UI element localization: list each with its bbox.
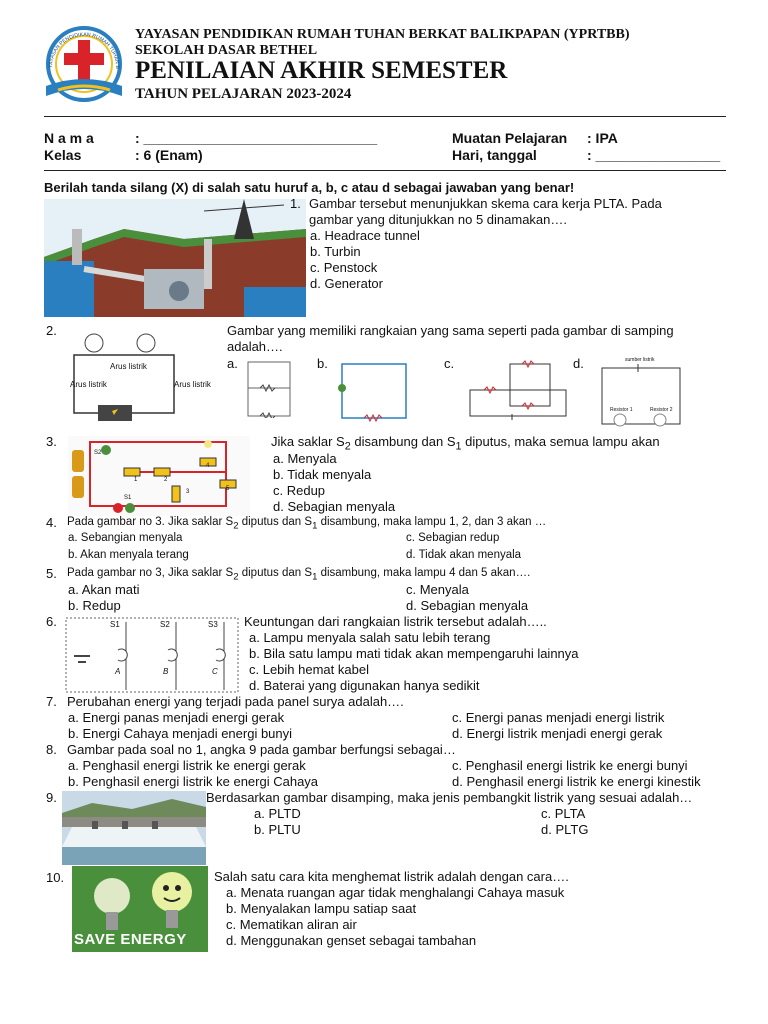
muatan-value: : IPA (587, 130, 618, 146)
q4-number: 4. (46, 515, 57, 530)
foundation-name: YAYASAN PENDIDIKAN RUMAH TUHAN BERKAT BALIKPAPAN (YPRTBB) (135, 27, 630, 42)
q8-text: Gambar pada soal no 1, angka 9 pada gambar berfungsi sebagai… (67, 742, 456, 757)
q3-label-s1: S1 (124, 495, 132, 501)
q2-option-a[interactable]: a. (227, 356, 238, 371)
q1-text-2: gambar yang ditunjukkan no 5 dinamakan…. (309, 212, 567, 227)
nama-field[interactable]: : ______________________________ (135, 130, 378, 146)
school-name: SEKOLAH DASAR BETHEL (135, 43, 318, 58)
plta-diagram (44, 199, 306, 317)
q6-label-s1: S1 (110, 620, 120, 629)
q5-text: Pada gambar no 3, Jika saklar $S_2$ diputus dan $S_1$ disambung, maka lampu 4 dan 5 akan…. (67, 567, 531, 583)
q9-number: 9. (46, 790, 57, 805)
save-energy-banner: SAVE ENERGY (74, 931, 187, 948)
q8-number: 8. (46, 742, 57, 757)
q2-option-a-circuit (246, 360, 292, 418)
q2-label-top: Arus listrik (110, 362, 147, 371)
q10-option-c[interactable]: c. Mematikan aliran air (226, 917, 357, 932)
svg-text:YAYASAN PENDIDIKAN RUMAH TUHAN: YAYASAN PENDIDIKAN RUMAH TUHAN B (47, 31, 121, 69)
q5-option-c[interactable]: c. Menyala (406, 582, 469, 597)
dam-photo (62, 791, 206, 865)
q3-lamp-3: 3 (186, 489, 190, 495)
q10-text: Salah satu cara kita menghemat listrik adalah dengan cara…. (214, 869, 569, 884)
q3-lamp-1: 1 (134, 477, 138, 483)
q2-label-right: Arus listrik (174, 380, 211, 389)
q4-option-b[interactable]: b. Akan menyala terang (68, 549, 189, 561)
q6-number: 6. (46, 614, 57, 629)
q1-option-d[interactable]: d. Generator (310, 276, 383, 291)
academic-year: TAHUN PELAJARAN 2023-2024 (135, 86, 352, 102)
q3-option-d[interactable]: d. Sebagian menyala (273, 499, 396, 514)
q3-lamp-4: 4 (206, 463, 210, 469)
hari-label: Hari, tanggal (452, 147, 537, 163)
info-divider (44, 170, 726, 171)
q5-option-a[interactable]: a. Akan mati (68, 582, 140, 597)
q9-option-d[interactable]: d. PLTG (541, 822, 589, 837)
q2-option-b-circuit (334, 358, 410, 422)
q3-text: Jika saklar $S_2$ disambung dan $S_1$ diputus, maka semua lampu akan (271, 434, 660, 453)
kelas-label: Kelas (44, 147, 82, 163)
q4-text: Pada gambar no 3. Jika saklar $S_2$ diputus dan $S_1$ disambung, maka lampu 1, 2, dan 3 akan … (67, 516, 547, 532)
q8-option-b[interactable]: b. Penghasil energi listrik ke energi Cahaya (68, 774, 319, 789)
q2-option-d[interactable]: d. (573, 356, 584, 371)
header-divider (44, 116, 726, 117)
q10-option-b[interactable]: b. Menyalakan lampu satiap saat (226, 901, 417, 916)
q2-text-2: adalah…. (227, 339, 283, 354)
q1-number: 1. (290, 196, 301, 211)
kelas-value: : 6 (Enam) (135, 147, 203, 163)
q3-option-c[interactable]: c. Redup (273, 483, 326, 498)
q2d-r2: Resistor 2 (650, 407, 673, 413)
q5-option-d[interactable]: d. Sebagian menyala (406, 598, 529, 613)
q9-text: Berdasarkan gambar disamping, maka jenis pembangkit listrik yang sesuai adalah… (206, 790, 693, 805)
q2-label-left: Arus listrik (70, 380, 107, 389)
q6-label-s3: S3 (208, 620, 218, 629)
q8-option-a[interactable]: a. Penghasil energi listrik ke energi gerak (68, 758, 306, 773)
q9-option-b[interactable]: b. PLTU (254, 822, 301, 837)
q9-option-a[interactable]: a. PLTD (254, 806, 301, 821)
q7-option-a[interactable]: a. Energi panas menjadi energi gerak (68, 710, 285, 725)
exam-title: PENILAIAN AKHIR SEMESTER (135, 57, 508, 84)
q3-option-b[interactable]: b. Tidak menyala (273, 467, 372, 482)
q3-lamp-5: 5 (226, 486, 230, 492)
instruction: Berilah tanda silang (X) di salah satu huruf a, b, c atau d sebagai jawaban yang benar! (44, 180, 575, 195)
q6-option-a[interactable]: a. Lampu menyala salah satu lebih terang (249, 630, 491, 645)
q8-option-d[interactable]: d. Penghasil energi listrik ke energi kinestik (452, 774, 701, 789)
q3-circuit (68, 436, 250, 516)
q8-option-c[interactable]: c. Penghasil energi listrik ke energi bunyi (452, 758, 688, 773)
q2-number: 2. (46, 323, 57, 338)
q7-option-b[interactable]: b. Energi Cahaya menjadi energi bunyi (68, 726, 293, 741)
q7-text: Perubahan energi yang terjadi pada panel surya adalah…. (67, 694, 404, 709)
q2d-r1: Resistor 1 (610, 407, 633, 413)
q7-option-d[interactable]: d. Energi listrik menjadi energi gerak (452, 726, 663, 741)
q10-number: 10. (46, 870, 65, 885)
q7-option-c[interactable]: c. Energi panas menjadi energi listrik (452, 710, 665, 725)
q6-option-b[interactable]: b. Bila satu lampu mati tidak akan mempengaruhi lainnya (249, 646, 579, 661)
q3-number: 3. (46, 434, 57, 449)
q2-option-c[interactable]: c. (444, 356, 455, 371)
q6-label-a: A (115, 667, 121, 676)
q6-label-b: B (163, 667, 169, 676)
q2-text-1: Gambar yang memiliki rangkaian yang sama seperti pada gambar di samping (227, 323, 674, 338)
q6-option-d[interactable]: d. Baterai yang digunakan hanya sedikit (249, 678, 480, 693)
q2-series-circuit (66, 325, 192, 425)
q6-text: Keuntungan dari rangkaian listrik tersebut adalah….. (244, 614, 547, 629)
q5-option-b[interactable]: b. Redup (68, 598, 121, 613)
q3-lamp-2: 2 (164, 477, 168, 483)
q4-option-c[interactable]: c. Sebagian redup (406, 532, 500, 544)
q2-option-d-circuit (598, 356, 684, 428)
q1-option-a[interactable]: a. Headrace tunnel (310, 228, 420, 243)
q4-option-a[interactable]: a. Sebangian menyala (68, 532, 183, 544)
q4-option-d[interactable]: d. Tidak akan menyala (406, 549, 522, 561)
q10-option-d[interactable]: d. Menggunakan genset sebagai tambahan (226, 933, 477, 948)
q2d-title: sumber listrik (625, 357, 655, 363)
q3-option-a[interactable]: a. Menyala (273, 451, 337, 466)
q3-label-s2: S2 (94, 450, 102, 456)
q2-option-c-circuit (462, 358, 576, 422)
q7-number: 7. (46, 694, 57, 709)
muatan-label: Muatan Pelajaran (452, 130, 568, 146)
q1-option-b[interactable]: b. Turbin (310, 244, 361, 259)
q6-option-c[interactable]: c. Lebih hemat kabel (249, 662, 369, 677)
nama-label: N a m a (44, 130, 94, 146)
q6-label-c: C (212, 667, 218, 676)
q1-option-c[interactable]: c. Penstock (310, 260, 378, 275)
q6-label-s2: S2 (160, 620, 170, 629)
q1-text-1: Gambar tersebut menunjukkan skema cara kerja PLTA. Pada (309, 196, 662, 211)
hari-field[interactable]: : ________________ (587, 147, 721, 163)
logo-ring-text (38, 24, 130, 106)
q5-number: 5. (46, 566, 57, 581)
q2-option-b[interactable]: b. (317, 356, 328, 371)
q9-option-c[interactable]: c. PLTA (541, 806, 586, 821)
q10-option-a[interactable]: a. Menata ruangan agar tidak menghalangi Cahaya masuk (226, 885, 565, 900)
